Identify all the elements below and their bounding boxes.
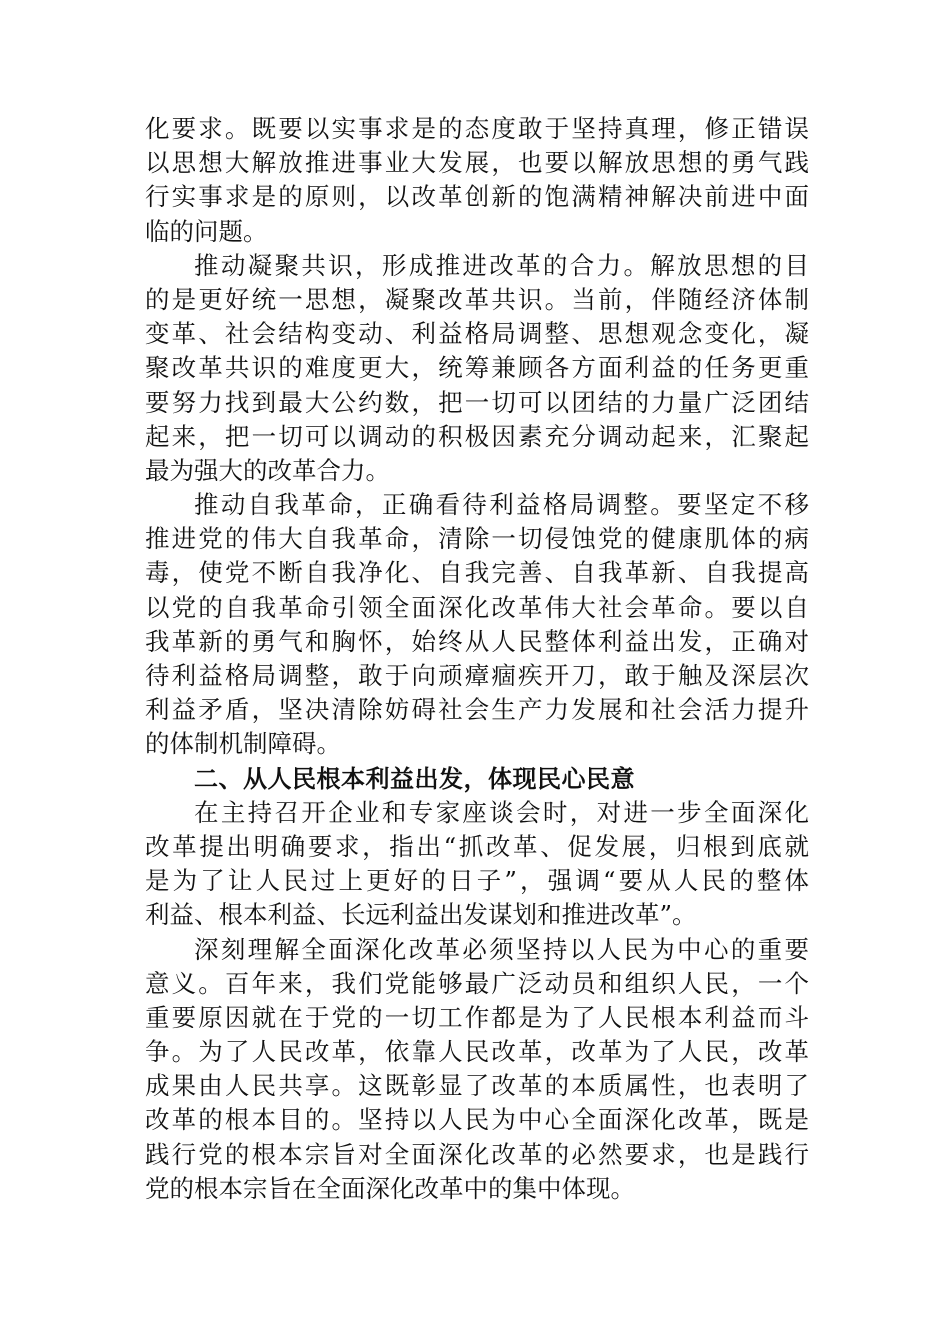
text-line: 利益、根本利益、长远利益出发谋划和推进改革”。 — [145, 900, 697, 930]
text-line: 在主持召开企业和专家座谈会时，对进一步全面深化 — [194, 797, 809, 827]
text-line: 重要原因就在于党的一切工作都是为了人民根本利益而斗 — [145, 1002, 809, 1032]
text-line: 成果由人民共享。这既彰显了改革的本质属性，也表明了 — [145, 1071, 809, 1101]
paragraph — [145, 112, 809, 249]
paragraph — [145, 796, 809, 933]
text-line: 深刻理解全面深化改革必须坚持以人民为中心的重要 — [194, 934, 809, 964]
text-line: 推动自我革命，正确看待利益格局调整。要坚定不移 — [194, 490, 809, 520]
text-line: 要努力找到最大公约数，把一切可以团结的力量广泛团结 — [145, 387, 809, 417]
text-line: 是为了让人民过上更好的日子”，强调“要从人民的整体 — [145, 866, 809, 896]
text-line: 以党的自我革命引领全面深化改革伟大社会革命。要以自 — [145, 592, 809, 622]
text-line: 最为强大的改革合力。 — [145, 455, 390, 485]
paragraph — [145, 488, 809, 762]
paragraph — [145, 249, 809, 488]
text-line: 起来，把一切可以调动的积极因素充分调动起来，汇聚起 — [145, 421, 809, 451]
text-line: 我革新的勇气和胸怀，始终从人民整体利益出发，正确对 — [145, 626, 809, 656]
text-line: 化要求。既要以实事求是的态度敢于坚持真理，修正错误 — [145, 114, 809, 143]
document-page — [145, 112, 809, 1206]
text-line: 毒，使党不断自我净化、自我完善、自我革新、自我提高 — [145, 558, 809, 588]
text-line: 党的根本宗旨在全面深化改革中的集中体现。 — [145, 1173, 635, 1203]
text-line: 推进党的伟大自我革命，清除一切侵蚀党的健康肌体的病 — [145, 524, 809, 554]
text-line: 改革提出明确要求，指出“抓改革、促发展，归根到底就 — [145, 831, 809, 861]
text-line: 的体制机制障碍。 — [145, 729, 341, 759]
text-line: 利益矛盾，坚决清除妨碍社会生产力发展和社会活力提升 — [145, 695, 809, 725]
text-line: 践行党的根本宗旨对全面深化改革的必然要求，也是践行 — [145, 1139, 809, 1169]
paragraph — [145, 933, 809, 1207]
text-line: 争。为了人民改革，依靠人民改革，改革为了人民，改革 — [145, 1037, 809, 1067]
text-line: 改革的根本目的。坚持以人民为中心全面深化改革，既是 — [145, 1105, 809, 1135]
text-line: 临的问题。 — [145, 216, 268, 246]
text-line: 待利益格局调整，敢于向顽瘴痼疾开刀，敢于触及深层次 — [145, 661, 809, 690]
text-line: 意义。百年来，我们党能够最广泛动员和组织人民，一个 — [145, 968, 809, 998]
text-line: 聚改革共识的难度更大，统筹兼顾各方面利益的任务更重 — [145, 353, 809, 383]
text-line: 的是更好统一思想，凝聚改革共识。当前，伴随经济体制 — [145, 284, 809, 314]
text-line: 行实事求是的原则，以改革创新的饱满精神解决前进中面 — [145, 182, 809, 212]
text-line: 推动凝聚共识，形成推进改革的合力。解放思想的目 — [194, 250, 809, 280]
section-heading: 二、从人民根本利益出发，体现民心民意 — [194, 764, 635, 793]
text-line: 变革、社会结构变动、利益格局调整、思想观念变化，凝 — [145, 319, 809, 349]
text-line: 以思想大解放推进事业大发展，也要以解放思想的勇气践 — [145, 148, 809, 178]
